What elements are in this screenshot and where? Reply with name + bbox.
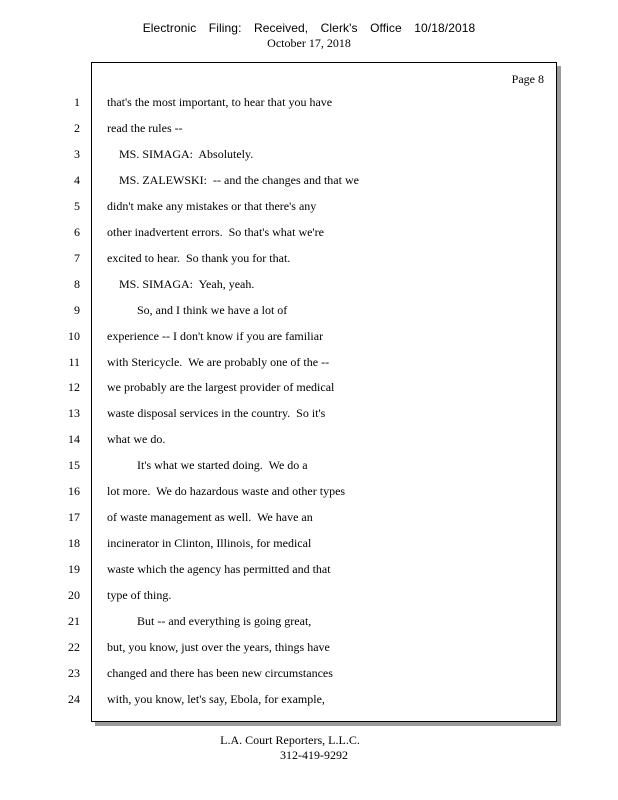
transcript-line: read the rules -- (107, 121, 183, 135)
transcript-line: that's the most important, to hear that you have (107, 95, 333, 109)
line-number: 7 (74, 251, 80, 265)
transcript-line: with Stericycle. We are probably one of the -- (107, 355, 330, 369)
line-number: 18 (68, 536, 80, 550)
transcript-line: incinerator in Clinton, Illinois, for medical (107, 536, 312, 550)
line-number: 20 (68, 588, 80, 602)
transcript-line: waste disposal services in the country. So it's (107, 406, 326, 420)
transcript-line: didn't make any mistakes or that there's any (107, 199, 317, 213)
transcript-line: waste which the agency has permitted and that (107, 562, 331, 576)
transcript-line: It's what we started doing. We do a (107, 458, 308, 472)
transcript-line: what we do. (107, 432, 166, 446)
transcript-line: changed and there has been new circumstances (107, 666, 333, 680)
transcript-line: we probably are the largest provider of medical (107, 380, 335, 394)
line-number: 22 (68, 640, 80, 654)
line-number: 3 (74, 147, 80, 161)
line-number: 19 (68, 562, 80, 576)
transcript-line: But -- and everything is going great, (107, 614, 312, 628)
line-number: 5 (74, 199, 80, 213)
line-number: 14 (68, 432, 80, 446)
line-number: 2 (74, 121, 80, 135)
line-number: 24 (68, 692, 80, 706)
line-number: 1 (74, 95, 80, 109)
line-number: 8 (74, 277, 80, 291)
reporter-company: L.A. Court Reporters, L.L.C. (220, 733, 360, 747)
line-number: 15 (68, 458, 80, 472)
filing-stamp: Electronic Filing: Received, Clerk's Office 10/18/2018 (142, 21, 476, 35)
transcript-line: MS. SIMAGA: Yeah, yeah. (107, 277, 255, 291)
transcript-line: type of thing. (107, 588, 172, 602)
line-number: 9 (74, 303, 80, 317)
line-number: 12 (68, 380, 80, 394)
transcript-line: lot more. We do hazardous waste and other types (107, 484, 346, 498)
transcript-line: of waste management as well. We have an (107, 510, 313, 524)
line-number: 23 (68, 666, 80, 680)
line-number: 11 (68, 355, 80, 369)
transcript-line: but, you know, just over the years, things have (107, 640, 330, 654)
page-number: Page 8 (511, 72, 544, 86)
transcript-line: experience -- I don't know if you are familiar (107, 329, 324, 343)
transcript-line: other inadvertent errors. So that's what we're (107, 225, 324, 239)
transcript-line: MS. SIMAGA: Absolutely. (107, 147, 254, 161)
transcript-line: excited to hear. So thank you for that. (107, 251, 291, 265)
line-number: 16 (68, 484, 80, 498)
line-number: 13 (68, 406, 80, 420)
line-number: 10 (68, 329, 80, 343)
transcript-line: So, and I think we have a lot of (107, 303, 288, 317)
line-number: 4 (74, 173, 80, 187)
line-number: 21 (68, 614, 80, 628)
transcript-line: with, you know, let's say, Ebola, for example, (107, 692, 325, 706)
transcript-line: MS. ZALEWSKI: -- and the changes and that we (107, 173, 359, 187)
reporter-phone: 312-419-9292 (280, 748, 348, 762)
line-number: 6 (74, 225, 80, 239)
line-number: 17 (68, 510, 80, 524)
transcript-date: October 17, 2018 (267, 36, 351, 50)
